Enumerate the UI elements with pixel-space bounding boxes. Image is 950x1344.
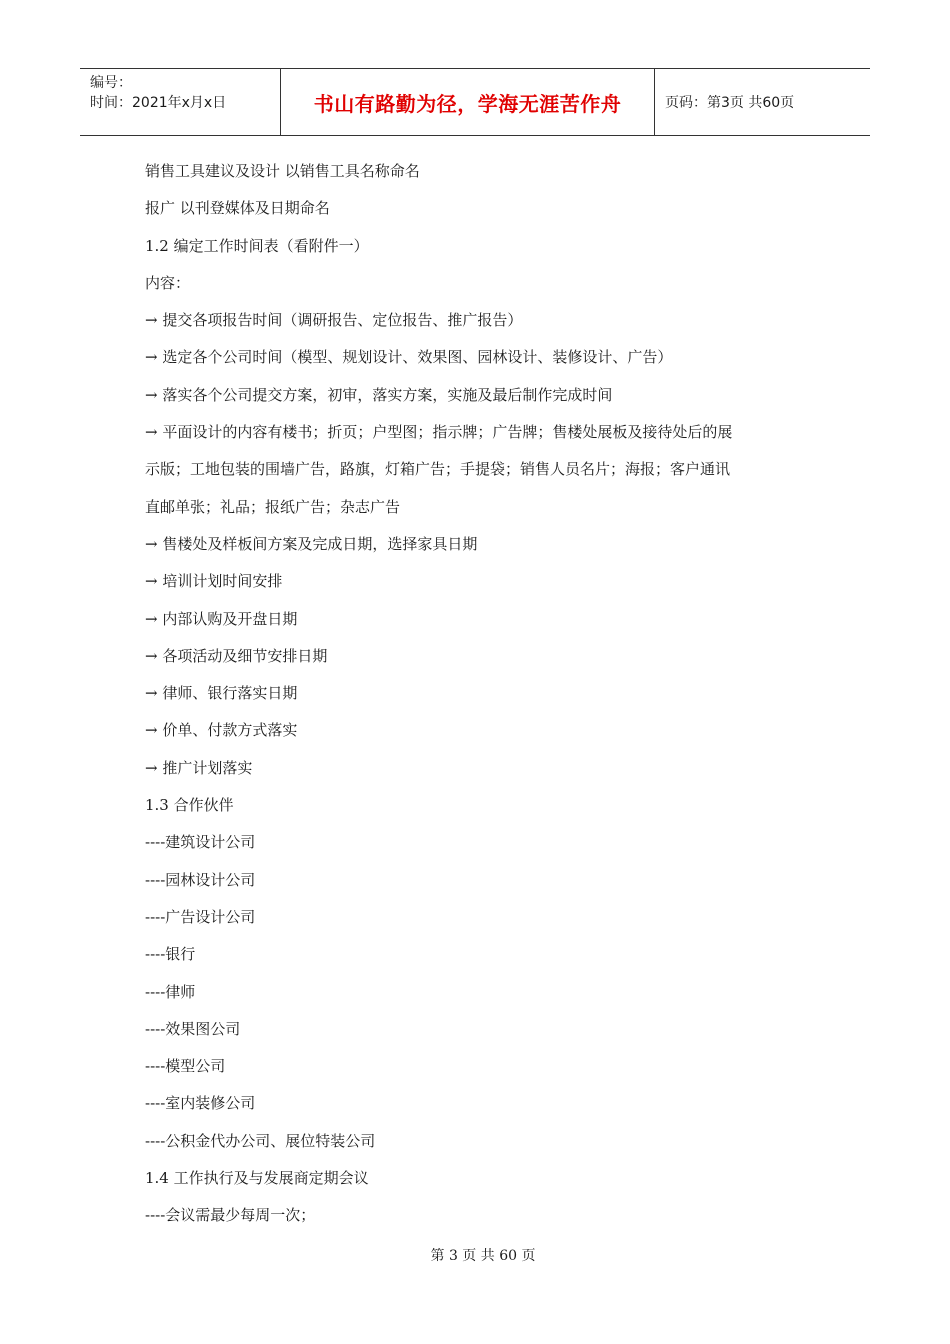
text-line: ----律师: [145, 982, 196, 1001]
number-label: 编号：: [90, 75, 132, 91]
text-line: 1.3 合作伙伴: [145, 796, 234, 815]
page-header: [80, 68, 870, 136]
text-line: → 选定各个公司时间（模型、规划设计、效果图、园林设计、装修设计、广告）: [145, 348, 673, 367]
text-line: → 培训计划时间安排: [145, 572, 283, 591]
text-line: ----银行: [145, 945, 196, 964]
document-body: [145, 153, 825, 1235]
text-line: ----广告设计公司: [145, 907, 256, 926]
text-line: ----公积金代办公司、展位特装公司: [145, 1131, 376, 1150]
text-line: ----模型公司: [145, 1057, 226, 1076]
header-page-info: 页码：第3页 共60页: [665, 95, 795, 111]
text-line: → 内部认购及开盘日期: [145, 609, 298, 628]
page-footer: 第 3 页 共 60 页: [430, 1248, 536, 1264]
header-meta: [80, 69, 281, 135]
text-line: 1.4 工作执行及与发展商定期会议: [145, 1169, 369, 1188]
text-line: → 律师、银行落实日期: [145, 684, 298, 703]
text-line: → 售楼处及样板间方案及完成日期，选择家具日期: [145, 534, 478, 553]
text-line: ----效果图公司: [145, 1019, 241, 1038]
text-line: ----会议需最少每周一次；: [145, 1206, 316, 1225]
text-line: → 平面设计的内容有楼书；折页；户型图；指示牌；广告牌；售楼处展板及接待处后的展: [145, 423, 733, 442]
text-line: ----室内装修公司: [145, 1094, 256, 1113]
text-line: 内容：: [145, 273, 191, 292]
text-line: → 价单、付款方式落实: [145, 721, 298, 740]
text-line: ----建筑设计公司: [145, 833, 256, 852]
text-line: 报广 以刊登媒体及日期命名: [145, 199, 330, 218]
text-line: ----园林设计公司: [145, 870, 256, 889]
text-line: → 落实各个公司提交方案，初审，落实方案，实施及最后制作完成时间: [145, 385, 613, 404]
text-line: 销售工具建议及设计 以销售工具名称命名: [145, 162, 420, 180]
text-line: → 推广计划落实: [145, 758, 253, 777]
text-line: 1.2 编定工作时间表（看附件一）: [145, 236, 369, 255]
text-line: 直邮单张；礼品；报纸广告；杂志广告: [145, 497, 401, 516]
text-line: → 提交各项报告时间（调研报告、定位报告、推广报告）: [145, 311, 523, 330]
time-label: 时间：2021年x月x日: [90, 95, 227, 111]
header-motto: 书山有路勤为径，学海无涯苦作舟: [281, 69, 655, 135]
text-line: 示版；工地包装的围墙广告，路旗，灯箱广告；手提袋；销售人员名片；海报；客户通讯: [145, 460, 731, 479]
text-line: → 各项活动及细节安排日期: [145, 646, 328, 665]
